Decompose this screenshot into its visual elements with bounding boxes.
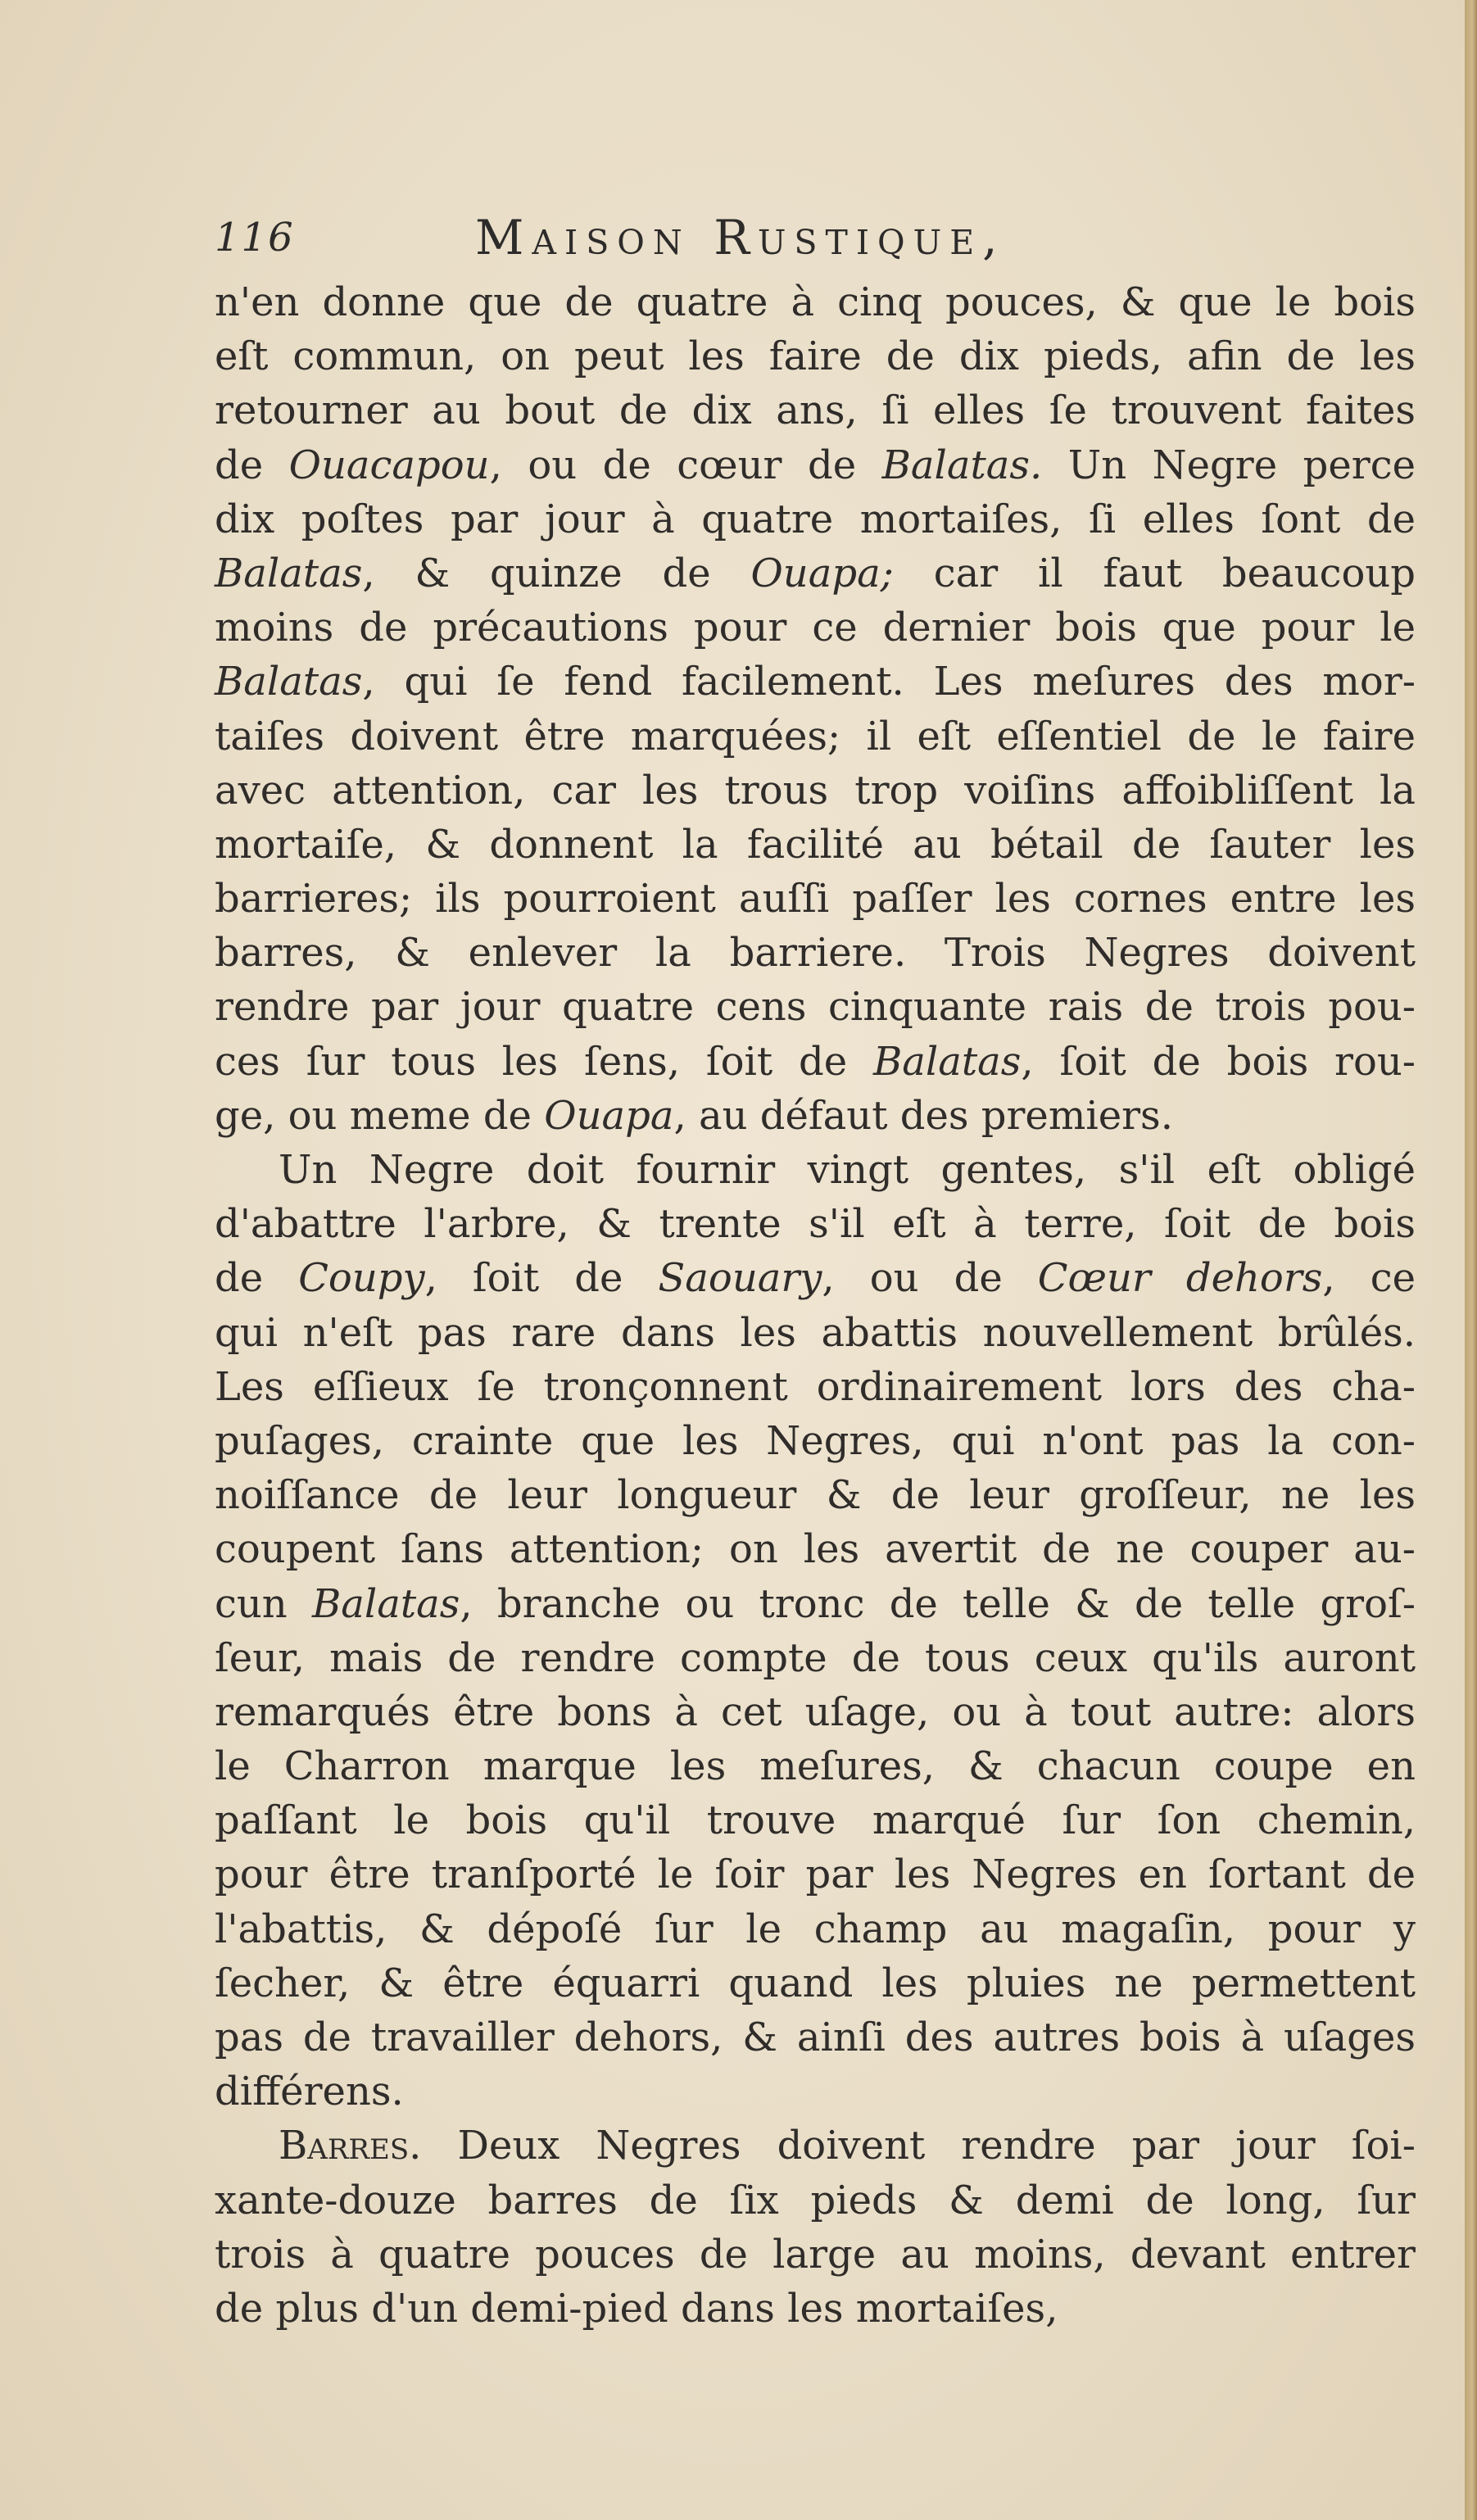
italic-term: Balatas <box>311 1580 460 1627</box>
text-line <box>215 546 1416 601</box>
running-title: Maison Rustique, <box>475 210 1006 265</box>
text-line: Un Negre doit fournir vingt gentes, s'il eſt obligé <box>279 1147 1416 1193</box>
italic-term: Balatas. <box>881 442 1043 488</box>
text-line <box>215 1089 1416 1143</box>
text-line: mortaiſe, & donnent la facilité au bétail de ſauter les <box>215 821 1416 868</box>
italic-term: Balatas <box>215 659 363 705</box>
text-line: avec attention, car les trous trop voiſins affoibliſſent la <box>215 767 1416 814</box>
text-line: pas de travailler dehors, & ainſi des autres bois à uſages <box>215 2015 1416 2060</box>
text-line: moins de précautions pour ce dernier bois que pour le <box>215 605 1416 651</box>
italic-term: Saouary <box>658 1255 822 1302</box>
italic-term: Balatas <box>215 550 363 596</box>
italic-term: Balatas <box>872 1038 1022 1085</box>
text-segment: de <box>215 1255 299 1302</box>
text-segment: , ou de cœur de <box>489 442 882 488</box>
text-segment: car il faut beaucoup <box>893 550 1416 596</box>
text-segment: Un Negre perce <box>1042 442 1416 488</box>
text-line: d'abattre l'arbre, & trente s'il eſt à terre, ſoit de bois <box>215 1201 1416 1248</box>
text-line: eſt commun, on peut les faire de dix pieds, afin de les <box>215 333 1416 380</box>
text-line <box>215 655 1416 709</box>
text-line <box>215 2119 1416 2173</box>
text-line: puſages, crainte que les Negres, qui n'ont pas la con- <box>215 1417 1416 1464</box>
text-line: qui n'eſt pas rare dans les abattis nouvellement brûlés. <box>215 1309 1416 1356</box>
text-segment: , branche ou tronc de telle & de telle groſ- <box>460 1580 1416 1627</box>
text-line: barres, & enlever la barriere. Trois Negres doivent <box>215 930 1416 977</box>
text-segment: , ſoit de bois rou- <box>1021 1038 1416 1085</box>
text-segment: , ſoit de <box>424 1255 659 1302</box>
text-line: taiſes doivent être marquées; il eſt eſſentiel de le faire <box>215 713 1416 759</box>
text-line: différens. <box>215 2069 404 2115</box>
page-edge <box>1465 0 1477 2520</box>
text-line: retourner au bout de dix ans, ſi elles ſe trouvent faites <box>215 388 1416 434</box>
text-line: paſſant le bois qu'il trouve marqué ſur ſon chemin, <box>215 1797 1416 1844</box>
text-line <box>215 1035 1416 1089</box>
text-line: noiſſance de leur longueur & de leur groſſeur, ne les <box>215 1472 1416 1519</box>
italic-term: Ouapa <box>544 1092 674 1139</box>
text-line: n'en donne que de quatre à cinq pouces, & que le bois <box>215 279 1416 325</box>
italic-term: Coupy <box>298 1255 425 1302</box>
page-number: 116 <box>215 215 295 261</box>
text-segment: ces ſur tous les ſens, ſoit de <box>215 1038 873 1085</box>
section-heading: Barres. <box>279 2123 422 2169</box>
text-line <box>215 1577 1416 1631</box>
text-line <box>215 1251 1416 1305</box>
text-segment: , qui ſe fend facilement. Les meſures des mor- <box>362 659 1416 705</box>
running-head <box>215 210 1198 275</box>
text-line: rendre par jour quatre cens cinquante rais de trois pou- <box>215 984 1416 1031</box>
text-line: xante-douze barres de ſix pieds & demi de long, ſur <box>215 2177 1416 2223</box>
body-text <box>215 275 1416 2336</box>
text-segment: ge, ou meme de <box>215 1092 545 1139</box>
text-line: trois à quatre pouces de large au moins, devant entrer <box>215 2231 1416 2278</box>
text-segment: , ou de <box>822 1255 1038 1302</box>
text-line: l'abattis, & dépoſé ſur le champ au magaſin, pour y <box>215 1906 1416 1952</box>
text-line: ſecher, & être équarri quand les pluies ne permettent <box>215 1960 1416 2006</box>
text-line: coupent ſans attention; on les avertit de ne couper au- <box>215 1526 1416 1573</box>
italic-term: Cœur dehors <box>1037 1255 1323 1302</box>
italic-term: Ouapa; <box>750 550 894 596</box>
italic-term: Ouacapou <box>288 442 490 488</box>
text-line: ſeur, mais de rendre compte de tous ceux qu'ils auront <box>215 1634 1416 1681</box>
text-segment: Deux Negres doivent rendre par jour ſoi- <box>421 2123 1416 2169</box>
text-segment: , & quinze de <box>362 550 751 596</box>
text-line: pour être tranſporté le ſoir par les Negres en ſortant de <box>215 1851 1416 1898</box>
text-line: remarqués être bons à cet uſage, ou à tout autre: alors <box>215 1688 1416 1735</box>
text-line: Les eſſieux ſe tronçonnent ordinairement lors des cha- <box>215 1363 1416 1410</box>
text-line: dix poſtes par jour à quatre mortaiſes, ſi elles ſont de <box>215 496 1416 542</box>
text-segment: , au défaut des premiers. <box>673 1092 1173 1139</box>
text-segment: cun <box>215 1580 312 1627</box>
text-segment: de <box>215 442 289 488</box>
text-segment: , ce <box>1322 1255 1416 1302</box>
text-line <box>215 438 1416 492</box>
text-line: de plus d'un demi-pied dans les mortaiſes, <box>215 2285 1058 2332</box>
text-line: barrieres; ils pourroient auſſi paſſer les cornes entre les <box>215 876 1416 922</box>
text-line: le Charron marque les meſures, & chacun coupe en <box>215 1743 1416 1790</box>
